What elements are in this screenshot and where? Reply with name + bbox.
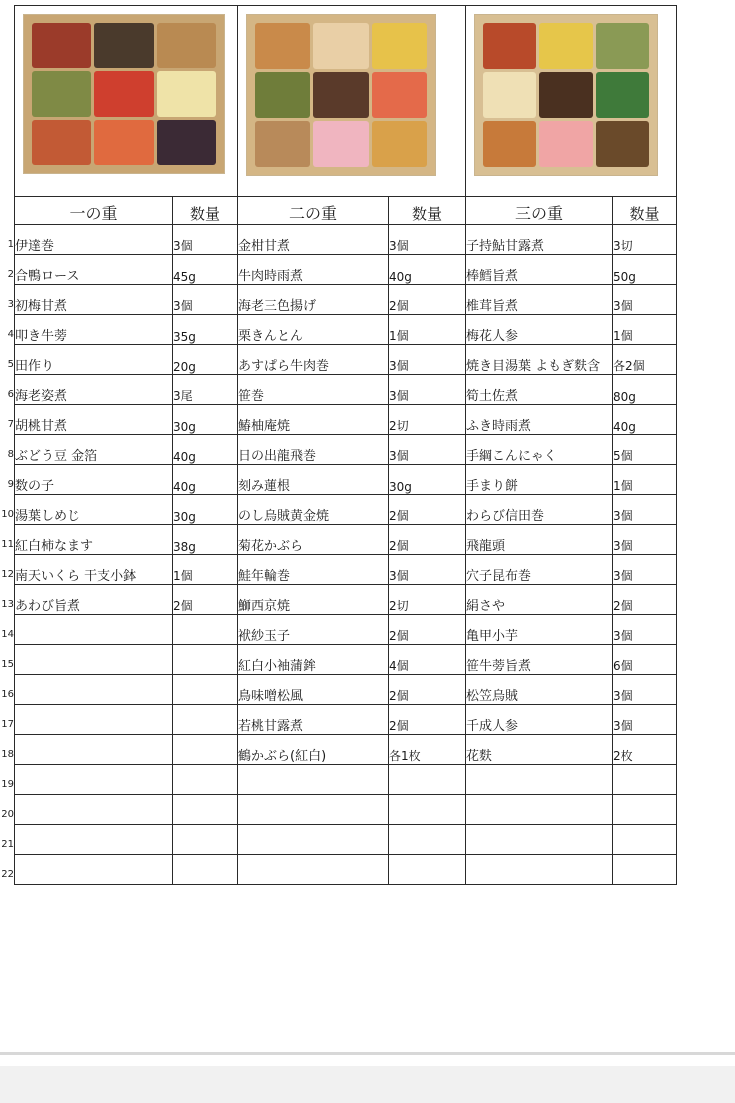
tier-3-quantity: 6個 bbox=[613, 645, 677, 675]
tier-3-item: 千成人参 bbox=[466, 705, 613, 735]
row-number: 12 bbox=[1, 569, 14, 580]
tier-2-quantity bbox=[389, 795, 466, 825]
tier-2-quantity: 2個 bbox=[389, 705, 466, 735]
tier-3-item: ふき時雨煮 bbox=[466, 405, 613, 435]
table-row bbox=[15, 255, 677, 285]
tier-2-item: 牛肉時雨煮 bbox=[238, 255, 389, 285]
row-number: 20 bbox=[1, 809, 14, 820]
table-row bbox=[15, 315, 677, 345]
tier-3-quantity bbox=[613, 795, 677, 825]
tier-2-quantity: 30g bbox=[389, 465, 466, 495]
tier-2-item: 菊花かぶら bbox=[238, 525, 389, 555]
header-row bbox=[15, 197, 677, 225]
tier-1-quantity bbox=[173, 645, 238, 675]
tier-3-quantity: 2個 bbox=[613, 585, 677, 615]
tier-2-item: 刻み蓮根 bbox=[238, 465, 389, 495]
tier-3-item bbox=[466, 855, 613, 885]
table-row bbox=[15, 285, 677, 315]
page-bottom-edge bbox=[0, 1052, 735, 1055]
table-row bbox=[15, 795, 677, 825]
row-number: 7 bbox=[7, 419, 14, 430]
tier-3-quantity: 50g bbox=[613, 255, 677, 285]
tier-1-qty-header: 数量 bbox=[173, 197, 238, 225]
tier-1-quantity bbox=[173, 615, 238, 645]
row-number: 1 bbox=[7, 239, 14, 250]
tier-1-item bbox=[15, 855, 173, 885]
tier-3-quantity: 3個 bbox=[613, 495, 677, 525]
tier-3-item: 松笠烏賊 bbox=[466, 675, 613, 705]
table-row bbox=[15, 435, 677, 465]
table-row bbox=[15, 375, 677, 405]
tier-3-item bbox=[466, 825, 613, 855]
tier-1-item: 紅白柿なます bbox=[15, 525, 173, 555]
tier-1-item bbox=[15, 735, 173, 765]
tier-1-item bbox=[15, 705, 173, 735]
tier-2-qty-header: 数量 bbox=[389, 197, 466, 225]
tier-2-quantity: 3個 bbox=[389, 555, 466, 585]
row-number: 9 bbox=[7, 479, 14, 490]
tier-3-item: 椎茸旨煮 bbox=[466, 285, 613, 315]
tier-1-quantity bbox=[173, 735, 238, 765]
row-number: 4 bbox=[7, 329, 14, 340]
tier-2-item bbox=[238, 855, 389, 885]
table-row bbox=[15, 525, 677, 555]
table-row bbox=[15, 465, 677, 495]
tier-2-header: 二の重 bbox=[238, 197, 389, 225]
tier-1-item: 南天いくら 干支小鉢 bbox=[15, 555, 173, 585]
tier-1-item: 海老姿煮 bbox=[15, 375, 173, 405]
tier-3-item: わらび信田巻 bbox=[466, 495, 613, 525]
tier-3-quantity: 5個 bbox=[613, 435, 677, 465]
tier-1-item: 初梅甘煮 bbox=[15, 285, 173, 315]
tier-2-item: 鰤西京焼 bbox=[238, 585, 389, 615]
row-number: 13 bbox=[1, 599, 14, 610]
tier-2-quantity: 3個 bbox=[389, 225, 466, 255]
table-row bbox=[15, 825, 677, 855]
tier-2-quantity: 2個 bbox=[389, 495, 466, 525]
row-number: 10 bbox=[1, 509, 14, 520]
tier-2-item: 海老三色揚げ bbox=[238, 285, 389, 315]
tier-3-item: 笹牛蒡旨煮 bbox=[466, 645, 613, 675]
tier-3-quantity: 各2個 bbox=[613, 345, 677, 375]
tier-1-quantity: 20g bbox=[173, 345, 238, 375]
tier-2-item: 日の出龍飛巻 bbox=[238, 435, 389, 465]
tier-1-quantity: 1個 bbox=[173, 555, 238, 585]
tier-2-quantity bbox=[389, 765, 466, 795]
row-number: 17 bbox=[1, 719, 14, 730]
tier-2-quantity: 40g bbox=[389, 255, 466, 285]
tier-2-item: 金柑甘煮 bbox=[238, 225, 389, 255]
row-number: 22 bbox=[1, 869, 14, 880]
tier-2-item: のし烏賊黄金焼 bbox=[238, 495, 389, 525]
tier-2-quantity: 3個 bbox=[389, 375, 466, 405]
tier-3-quantity: 3個 bbox=[613, 555, 677, 585]
tier-1-item bbox=[15, 675, 173, 705]
tier-1-quantity: 3個 bbox=[173, 225, 238, 255]
tier-1-item: ぶどう豆 金箔 bbox=[15, 435, 173, 465]
tier-2-item: 鳥味噌松風 bbox=[238, 675, 389, 705]
tier-2-quantity: 2個 bbox=[389, 525, 466, 555]
tier-1-quantity: 3個 bbox=[173, 285, 238, 315]
tier-1-item bbox=[15, 645, 173, 675]
tier-2-item bbox=[238, 795, 389, 825]
tier-2-quantity: 各1枚 bbox=[389, 735, 466, 765]
tier-2-quantity: 2個 bbox=[389, 615, 466, 645]
row-number: 16 bbox=[1, 689, 14, 700]
row-number: 18 bbox=[1, 749, 14, 760]
viewer-bottom-bar bbox=[0, 1066, 735, 1103]
table-row bbox=[15, 765, 677, 795]
table-row bbox=[15, 855, 677, 885]
tier-3-item bbox=[466, 765, 613, 795]
tier-1-item: 胡桃甘煮 bbox=[15, 405, 173, 435]
tier-3-quantity: 3個 bbox=[613, 675, 677, 705]
tier-2-item: 笹巻 bbox=[238, 375, 389, 405]
tier-1-quantity: 40g bbox=[173, 465, 238, 495]
tier-3-item: 梅花人参 bbox=[466, 315, 613, 345]
tier-1-quantity: 30g bbox=[173, 405, 238, 435]
tier-3-quantity bbox=[613, 825, 677, 855]
ichi-no-ju-photo-cell bbox=[15, 6, 238, 197]
photo-row bbox=[15, 6, 677, 197]
tier-1-item: 数の子 bbox=[15, 465, 173, 495]
ichi-no-ju-photo bbox=[23, 14, 225, 174]
tier-3-quantity bbox=[613, 765, 677, 795]
table-row bbox=[15, 495, 677, 525]
tier-3-item: 絹さや bbox=[466, 585, 613, 615]
tier-1-item: 伊達巻 bbox=[15, 225, 173, 255]
tier-3-item: 花麩 bbox=[466, 735, 613, 765]
tier-1-item bbox=[15, 795, 173, 825]
tier-3-quantity: 3個 bbox=[613, 525, 677, 555]
tier-3-quantity: 3個 bbox=[613, 615, 677, 645]
tier-1-quantity bbox=[173, 675, 238, 705]
row-number: 6 bbox=[7, 389, 14, 400]
tier-3-header: 三の重 bbox=[466, 197, 613, 225]
tier-2-quantity: 2個 bbox=[389, 285, 466, 315]
tier-3-item: 棒鱈旨煮 bbox=[466, 255, 613, 285]
row-number: 14 bbox=[1, 629, 14, 640]
tier-1-item: 湯葉しめじ bbox=[15, 495, 173, 525]
tier-2-quantity: 4個 bbox=[389, 645, 466, 675]
tier-1-item bbox=[15, 615, 173, 645]
row-number: 5 bbox=[7, 359, 14, 370]
tier-2-item: 鶴かぶら(紅白) bbox=[238, 735, 389, 765]
table-row bbox=[15, 675, 677, 705]
ni-no-ju-photo-cell bbox=[238, 6, 466, 197]
tier-3-qty-header: 数量 bbox=[613, 197, 677, 225]
tier-2-item: 鰆柚庵焼 bbox=[238, 405, 389, 435]
row-number: 2 bbox=[7, 269, 14, 280]
tier-3-item: 子持鮎甘露煮 bbox=[466, 225, 613, 255]
san-no-ju-photo bbox=[474, 14, 658, 176]
table-row bbox=[15, 645, 677, 675]
tier-1-quantity: 35g bbox=[173, 315, 238, 345]
row-number: 3 bbox=[7, 299, 14, 310]
table-row bbox=[15, 345, 677, 375]
osechi-menu-table bbox=[14, 5, 677, 885]
tier-3-quantity: 2枚 bbox=[613, 735, 677, 765]
table-row bbox=[15, 705, 677, 735]
tier-1-quantity: 3尾 bbox=[173, 375, 238, 405]
tier-1-quantity bbox=[173, 825, 238, 855]
san-no-ju-photo-cell bbox=[466, 6, 677, 197]
tier-3-quantity: 1個 bbox=[613, 465, 677, 495]
tier-2-item bbox=[238, 825, 389, 855]
tier-1-quantity: 2個 bbox=[173, 585, 238, 615]
row-number: 19 bbox=[1, 779, 14, 790]
ni-no-ju-photo bbox=[246, 14, 436, 176]
tier-3-item: 筍土佐煮 bbox=[466, 375, 613, 405]
tier-2-item: 栗きんとん bbox=[238, 315, 389, 345]
tier-2-quantity bbox=[389, 825, 466, 855]
tier-2-item: 鮭年輪巻 bbox=[238, 555, 389, 585]
tier-1-item: あわび旨煮 bbox=[15, 585, 173, 615]
row-number: 8 bbox=[7, 449, 14, 460]
tier-3-item: 手綱こんにゃく bbox=[466, 435, 613, 465]
tier-1-quantity bbox=[173, 855, 238, 885]
tier-2-quantity: 2切 bbox=[389, 405, 466, 435]
tier-2-item: 袱紗玉子 bbox=[238, 615, 389, 645]
row-number: 21 bbox=[1, 839, 14, 850]
tier-3-quantity: 40g bbox=[613, 405, 677, 435]
tier-3-item: 飛龍頭 bbox=[466, 525, 613, 555]
row-number: 15 bbox=[1, 659, 14, 670]
tier-2-quantity: 3個 bbox=[389, 435, 466, 465]
tier-1-quantity: 38g bbox=[173, 525, 238, 555]
tier-2-item: 若桃甘露煮 bbox=[238, 705, 389, 735]
tier-1-header: 一の重 bbox=[15, 197, 173, 225]
tier-1-item bbox=[15, 825, 173, 855]
tier-3-item bbox=[466, 795, 613, 825]
tier-1-quantity: 30g bbox=[173, 495, 238, 525]
tier-2-item bbox=[238, 765, 389, 795]
tier-2-quantity: 2個 bbox=[389, 675, 466, 705]
tier-3-item: 亀甲小芋 bbox=[466, 615, 613, 645]
tier-1-item: 叩き牛蒡 bbox=[15, 315, 173, 345]
table-row bbox=[15, 405, 677, 435]
row-number: 11 bbox=[1, 539, 14, 550]
tier-1-quantity bbox=[173, 795, 238, 825]
tier-3-quantity: 3個 bbox=[613, 705, 677, 735]
tier-1-item: 合鴨ロース bbox=[15, 255, 173, 285]
table-row bbox=[15, 585, 677, 615]
tier-1-quantity: 45g bbox=[173, 255, 238, 285]
table-row bbox=[15, 225, 677, 255]
tier-1-quantity: 40g bbox=[173, 435, 238, 465]
tier-3-quantity: 80g bbox=[613, 375, 677, 405]
tier-3-quantity: 3切 bbox=[613, 225, 677, 255]
tier-3-item: 穴子昆布巻 bbox=[466, 555, 613, 585]
tier-2-quantity: 3個 bbox=[389, 345, 466, 375]
tier-1-item bbox=[15, 765, 173, 795]
table-row bbox=[15, 735, 677, 765]
tier-2-item: 紅白小袖蒲鉾 bbox=[238, 645, 389, 675]
table-row bbox=[15, 615, 677, 645]
tier-1-quantity bbox=[173, 705, 238, 735]
tier-2-quantity: 1個 bbox=[389, 315, 466, 345]
tier-2-quantity bbox=[389, 855, 466, 885]
tier-3-quantity: 1個 bbox=[613, 315, 677, 345]
tier-3-item: 手まり餅 bbox=[466, 465, 613, 495]
tier-1-item: 田作り bbox=[15, 345, 173, 375]
table-row bbox=[15, 555, 677, 585]
tier-3-quantity: 3個 bbox=[613, 285, 677, 315]
tier-2-item: あすぱら牛肉巻 bbox=[238, 345, 389, 375]
tier-2-quantity: 2切 bbox=[389, 585, 466, 615]
tier-3-quantity bbox=[613, 855, 677, 885]
tier-1-quantity bbox=[173, 765, 238, 795]
tier-3-item: 焼き目湯葉 よもぎ麩含 bbox=[466, 345, 613, 375]
